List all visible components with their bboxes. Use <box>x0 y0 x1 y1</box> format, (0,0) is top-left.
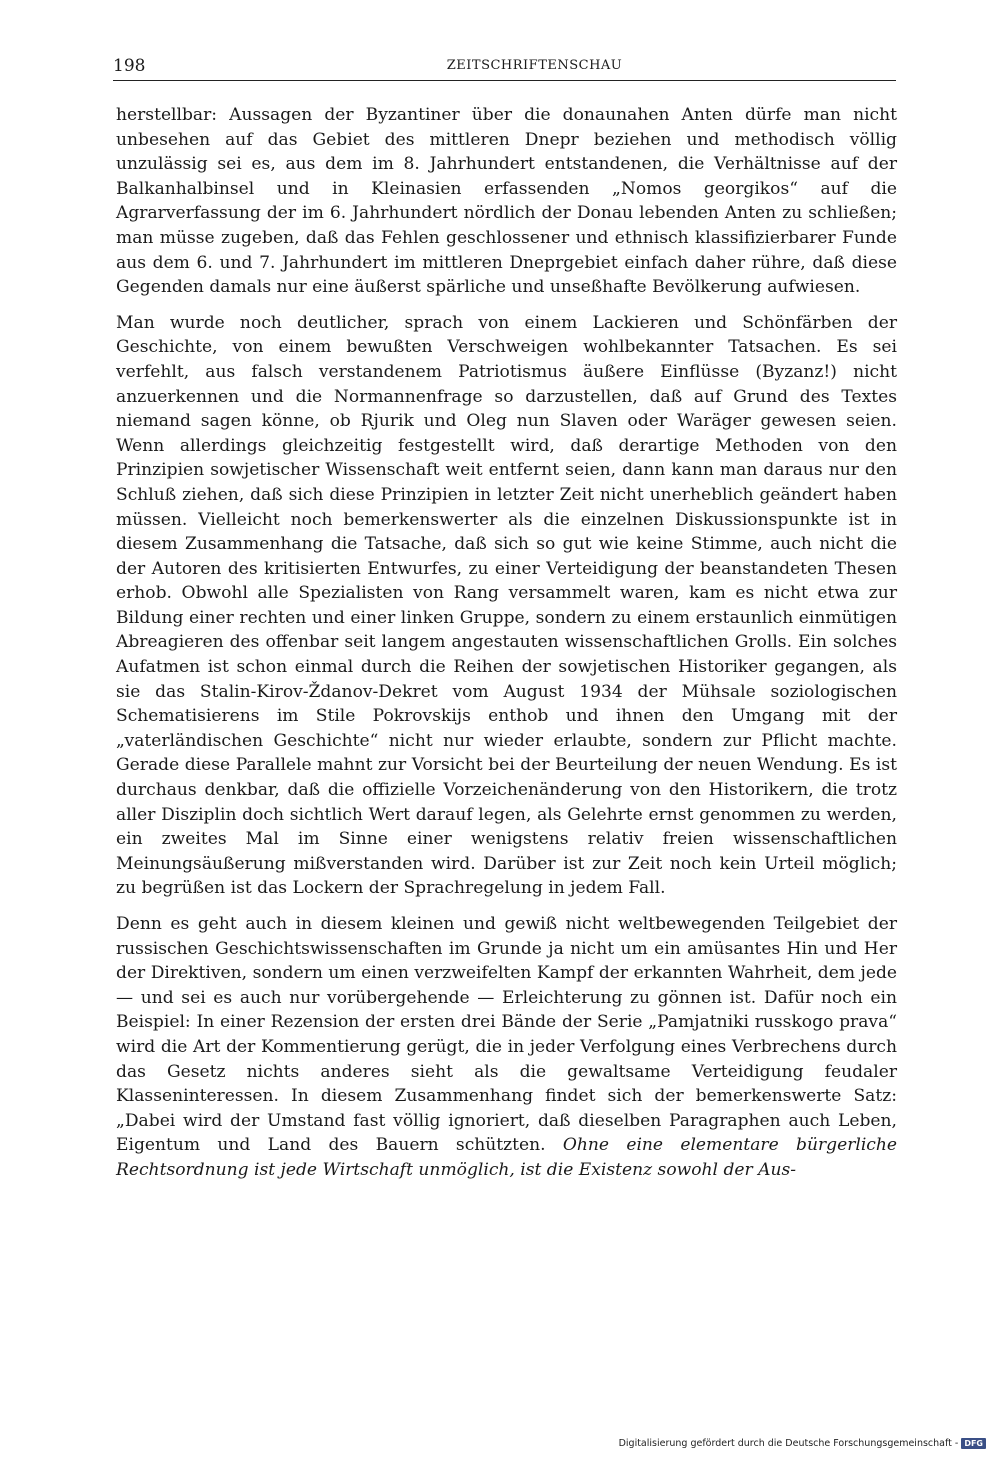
paragraph-3 <box>116 912 897 1183</box>
running-head <box>113 56 896 81</box>
dfg-logo-icon: DFG <box>961 1438 986 1449</box>
digitization-credit: Digitalisierung gefördert durch die Deutsche Forschungsgemeinschaft - <box>618 1438 959 1449</box>
paragraph-3-text: Denn es geht auch in diesem kleinen und gewiß nicht weltbewegenden Teilgebiet der russischen Geschichtswissenschaften im Grunde ja nicht um ein amüsantes Hin und Her der Direktiven, sondern um einen verzweifelten Kampf der erkannten Wahrheit, dem jede — und sei es auch nur vorübergehende — Erleichterung zu gönnen ist. Dafür noch ein Beispiel: In einer Rezension der ersten drei Bände der Serie „Pamjatniki russkogo prava“ wird die Art der Kommentierung gerügt, die in jeder Verfolgung eines Verbrechens durch das Gesetz nichts anderes sieht als die gewaltsame Verteidigung feudaler Klasseninteressen. In diesem Zusammenhang findet sich der bemerkenswerte Satz: „Dabei wird der Umstand fast völlig ignoriert, daß dieselben Paragraphen auch Leben, Eigentum und Land des Bauern schützten. <box>116 914 897 1156</box>
journal-title: ZEITSCHRIFTENSCHAU <box>446 58 623 73</box>
body-text <box>116 103 897 1183</box>
paragraph-3-italic-text: Ohne eine elementare bürgerliche Rechtsordnung ist jede Wirtschaft unmöglich, ist die Existenz sowohl der Aus- <box>116 1135 897 1180</box>
page-number: 198 <box>113 56 146 76</box>
paragraph-1: herstellbar: Aussagen der Byzantiner über die donaunahen Anten dürfe man nicht unbesehen auf das Gebiet des mittleren Dnepr beziehen und methodisch völlig unzulässig sei es, aus dem im 8. Jahrhundert entstandenen, die Verhältnisse auf der Balkanhalbinsel und in Kleinasien erfassenden „Nomos georgikos“ auf die Agrarverfassung der im 6. Jahrhundert nördlich der Donau lebenden Anten zu schließen; man müsse zugeben, daß das Fehlen geschlossener und ethnisch klassifizierbarer Funde aus dem 6. und 7. Jahrhundert im mittleren Dneprgebiet einfach daher rühre, daß diese Gegenden damals nur eine äußerst spärliche und unseßhafte Bevölkerung aufwiesen. <box>116 105 897 298</box>
digitization-footer <box>619 1438 986 1449</box>
paragraph-2: Man wurde noch deutlicher, sprach von einem Lackieren und Schönfärben der Geschichte, von einem bewußten Verschweigen wohlbekannter Tatsachen. Es sei verfehlt, aus falsch verstandenem Patriotismus äußere Einflüsse (Byzanz!) nicht anzuerkennen und die Normannenfrage so darzustellen, daß auf Grund des Textes niemand sagen könne, ob Rjurik und Oleg nun Slaven oder Waräger gewesen seien. Wenn allerdings gleichzeitig festgestellt wird, daß derartige Methoden von den Prinzipien sowjetischer Wissenschaft weit entfernt seien, dann kann man daraus nur den Schluß ziehen, daß sich diese Prinzipien in letzter Zeit nicht unerheblich geändert haben müssen. Vielleicht noch bemerkenswerter als die einzelnen Diskussionspunkte ist in diesem Zusammenhang die Tatsache, daß sich so gut wie keine Stimme, auch nicht die der Autoren des kritisierten Entwurfes, zu einer Verteidigung der beanstandeten Thesen erhob. Obwohl alle Spezialisten von Rang versammelt waren, kam es nicht etwa zur Bildung einer rechten und einer linken Gruppe, sondern zu einem erstaunlich einmütigen Abreagieren des offenbar seit langem angestauten wissenschaftlichen Grolls. Ein solches Aufatmen ist schon einmal durch die Reihen der sowjetischen Historiker gegangen, als sie das Stalin-Kirov-Ždanov-Dekret vom August 1934 der Mühsale soziologischen Schematisierens im Stile Pokrovskijs enthob und ihnen den Umgang mit der „vaterländischen Geschichte“ nicht nur wieder erlaubte, sondern zur Pflicht machte. Gerade diese Parallele mahnt zur Vorsicht bei der Beurteilung der neuen Wendung. Es ist durchaus denkbar, daß die offizielle Vorzeichenänderung von den Historikern, die trotz aller Disziplin doch sichtlich Wert darauf legen, als Gelehrte ernst genommen zu werden, ein zweites Mal im Sinne einer wenigstens relativ freien wissenschaftlichen Meinungsäußerung mißverstanden wird. Darüber ist zur Zeit noch kein Urteil möglich; zu begrüßen ist das Lockern der Sprachregelung in jedem Fall. <box>116 312 897 899</box>
